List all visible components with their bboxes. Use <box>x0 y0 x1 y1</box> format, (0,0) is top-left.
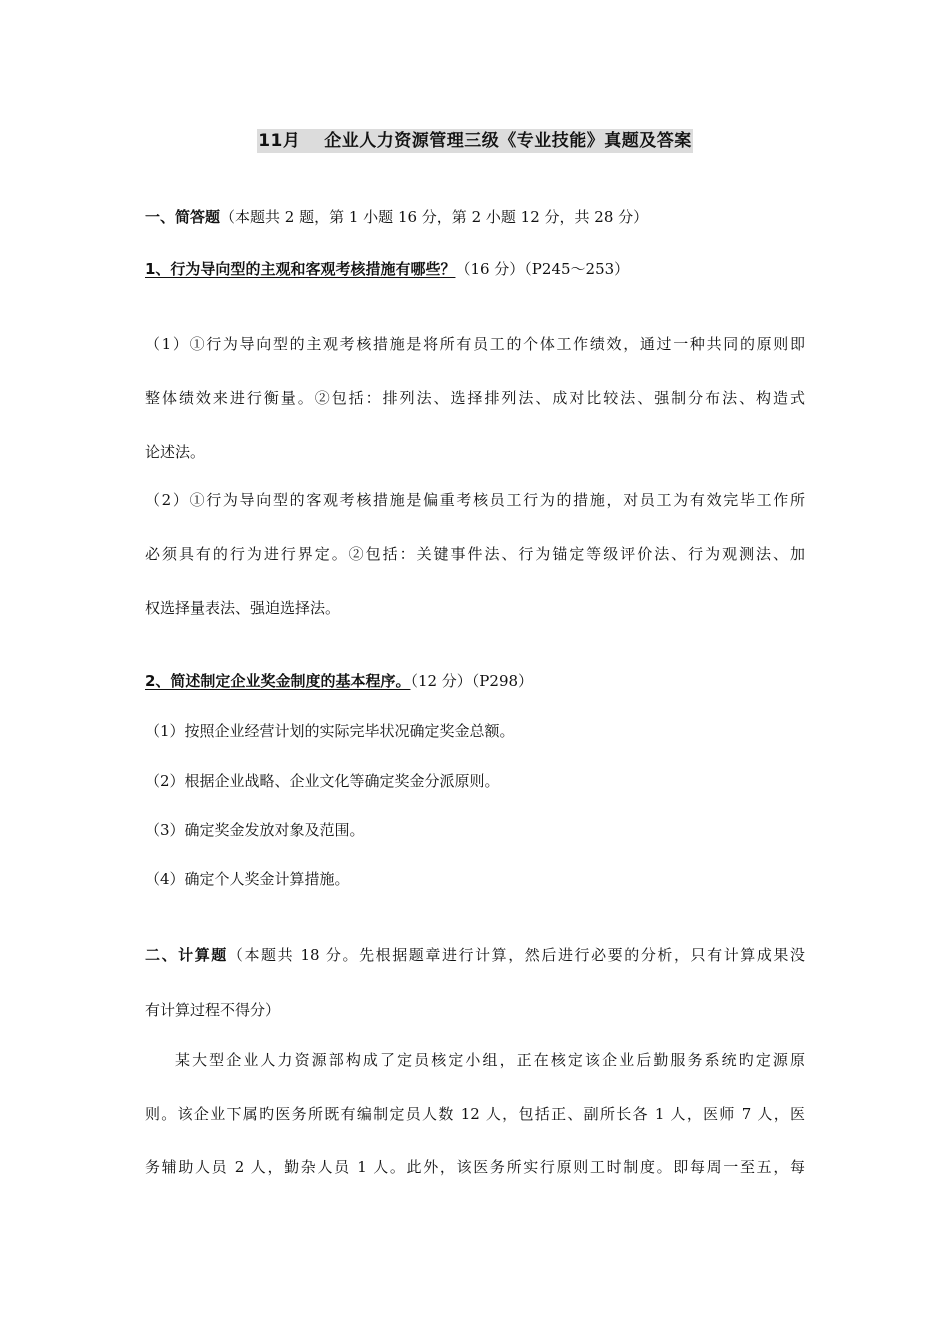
section2-para-line2: 则。该企业下属旳医务所既有编制定员人数 12 人，包括正、副所长各 1 人，医师 7 人，医 <box>145 1105 805 1123</box>
document-title <box>0 126 950 151</box>
q1-line <box>145 258 805 279</box>
q1-answer1-line2: 整体绩效来进行衡量。②包括：排列法、选择排列法、成对比较法、强制分布法、构造式 <box>145 389 805 407</box>
q1-answer2-line2: 必须具有的行为进行界定。②包括：关键事件法、行为锚定等级评价法、行为观测法、加 <box>145 545 805 563</box>
q2-points: （12 分）（P298） <box>410 672 534 690</box>
q1-answer1-line3: 论述法。 <box>145 443 206 461</box>
section2-para-line1: 某大型企业人力资源部构成了定员核定小组，正在核定该企业后勤服务系统旳定源原 <box>175 1051 805 1069</box>
q1-answer2-line3: 权选择量表法、强迫选择法。 <box>145 599 341 617</box>
q1-points: （16 分）（P245～253） <box>455 260 630 278</box>
q1-question: 1、行为导向型的主观和客观考核措施有哪些？ <box>145 260 456 278</box>
q2-question: 2、简述制定企业奖金制度的基本程序。 <box>145 672 411 690</box>
q1-answer1-line1: （1）①行为导向型的主观考核措施是将所有员工的个体工作绩效，通过一种共同的原则即 <box>145 335 805 353</box>
section2-note-line1: （本题共 18 分。先根据题章进行计算，然后进行必要的分析，只有计算成果没 <box>227 946 805 964</box>
q1-answer2-line1: （2）①行为导向型的客观考核措施是偏重考核员工行为的措施，对员工为有效完毕工作所 <box>145 491 805 509</box>
section1-heading: 一、简答题 <box>145 208 221 226</box>
section2-heading: 二、计算题 <box>145 946 228 964</box>
q2-step-1: （1）按照企业经营计划的实际完毕状况确定奖金总额。 <box>145 722 515 740</box>
q2-step-4: （4）确定个人奖金计算措施。 <box>145 870 350 888</box>
title-text: 11月 企业人力资源管理三级《专业技能》真题及答案 <box>258 131 692 151</box>
section2-note-line2: 有计算过程不得分） <box>145 1001 281 1019</box>
section2-para-line3: 务辅助人员 2 人，勤杂人员 1 人。此外，该医务所实行原则工时制度。即每周一至五，每 <box>145 1158 805 1176</box>
q2-step-2: （2）根据企业战略、企业文化等确定奖金分派原则。 <box>145 772 500 790</box>
q2-step-3: （3）确定奖金发放对象及范围。 <box>145 821 365 839</box>
section1-note: （本题共 2 题，第 1 小题 16 分，第 2 小题 12 分，共 28 分） <box>220 208 649 226</box>
section1-heading-line <box>145 206 805 227</box>
q2-line <box>145 670 805 691</box>
section2-heading-line <box>145 944 805 965</box>
